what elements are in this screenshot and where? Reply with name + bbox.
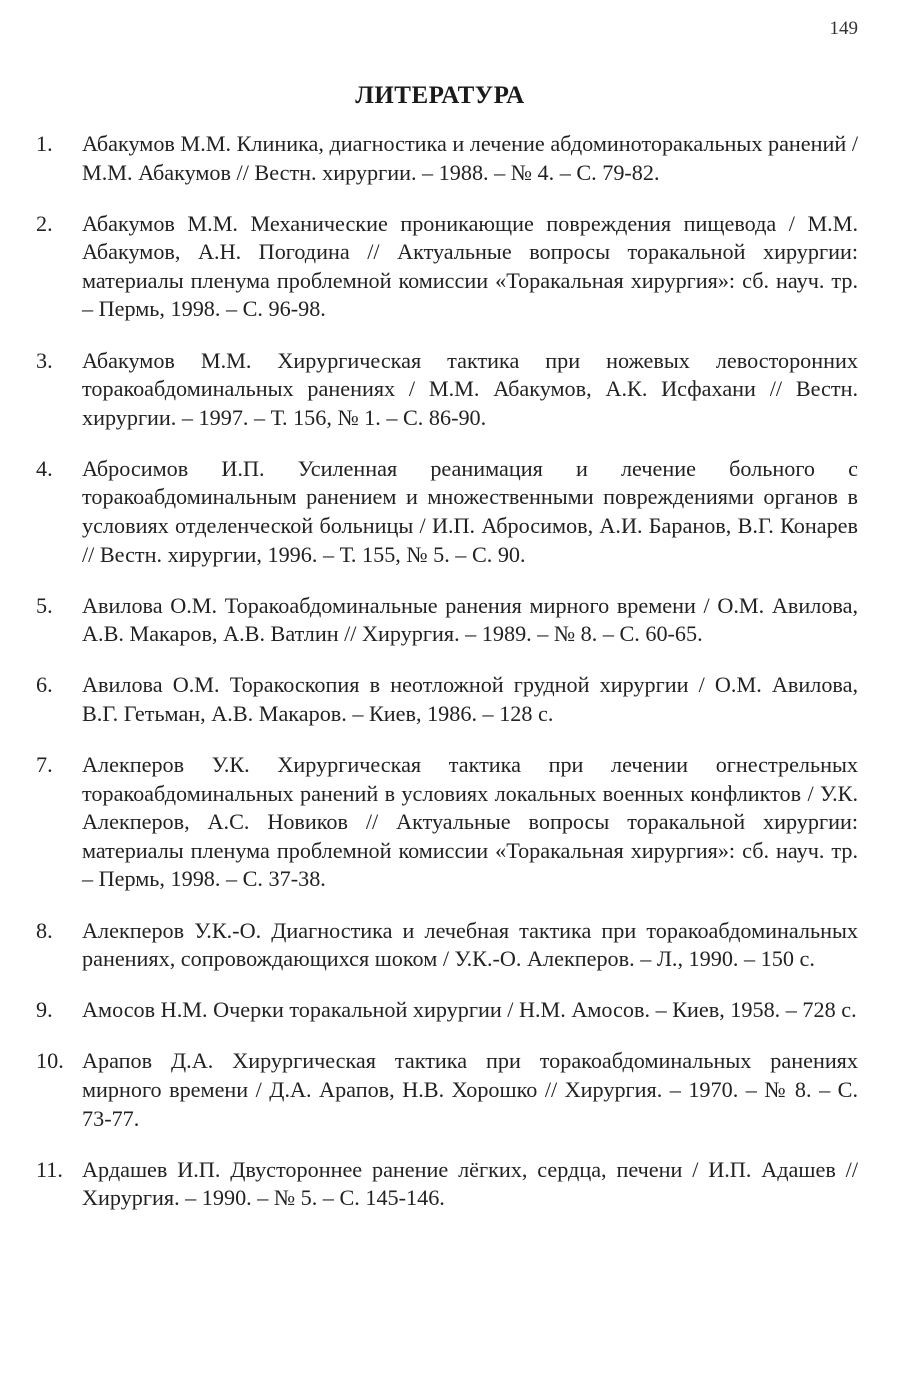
reference-item [36,671,858,728]
page-title: ЛИТЕРАТУРА [355,82,525,109]
reference-number: 1. [36,131,53,156]
reference-item [36,1156,858,1213]
reference-number: 7. [36,752,53,778]
reference-number: 4. [36,455,53,481]
reference-item [36,1047,858,1133]
reference-number: 9. [36,997,53,1023]
reference-list [36,130,858,1235]
reference-item [36,130,858,187]
reference-item [36,996,858,1025]
reference-number: 8. [36,917,53,943]
reference-number: 10. [36,1048,64,1074]
reference-number: 11. [36,1156,63,1182]
reference-text: Алекперов У.К. Хирургическая тактика при лечении огнестрельных торакоабдоминальных ранений в условиях локальных военных конфликтов / У.К. Алекперов, А.С. Новиков // Актуальные вопросы торакальной хирургии: материалы пленума проблемной комиссии «Торакальная хирургия»: сб. науч. тр. – Пермь, 1998. – С. 37-38. [82,752,858,892]
page-number: 149 [829,18,858,39]
reference-text: Ардашев И.П. Двустороннее ранение лёгких, сердца, печени / И.П. Адашев // Хирургия. – 1990. – № 5. – С. 145-146. [82,1156,858,1211]
reference-item [36,347,858,433]
reference-item [36,455,858,569]
reference-text: Авилова О.М. Торакоскопия в неотложной грудной хирургии / О.М. Авилова, В.Г. Гетьман, А.В. Макаров. – Киев, 1986. – 128 с. [82,672,858,726]
reference-number: 3. [36,347,53,373]
reference-text: Абакумов М.М. Хирургическая тактика при ножевых левосторонних торакоабдоминальных ранениях / М.М. Абакумов, А.К. Исфахани // Вестн. хирургии. – 1997. – Т. 156, № 1. – С. 86-90. [82,347,858,430]
reference-item [36,751,858,894]
reference-text: Арапов Д.А. Хирургическая тактика при торакоабдоминальных ранениях мирного времени / Д.А. Арапов, Н.В. Хорошко // Хирургия. – 1970. – № 8. – С. 73-77. [82,1048,858,1131]
reference-text: Абакумов М.М. Механические проникающие повреждения пищевода / М.М. Абакумов, А.Н. Погодина // Актуальные вопросы торакальной хирургии: материалы пленума проблемной комиссии «Торакальная хирургия»: сб. науч. тр. – Пермь, 1998. – С. 96-98. [82,210,858,322]
reference-item [36,210,858,324]
reference-text: Абакумов М.М. Клиника, диагностика и лечение абдоминоторакальных ранений / М.М. Абакумов // Вестн. хирургии. – 1988. – № 4. – С. 79-82. [82,131,858,185]
reference-text: Авилова О.М. Торакоабдоминальные ранения мирного времени / О.М. Авилова, А.В. Макаров, А.В. Ватлин // Хирургия. – 1989. – № 8. – С. 60-65. [82,592,858,647]
reference-text: Абросимов И.П. Усиленная реанимация и лечение больного с торакоабдоминальным ранением и множественными повреждениями органов в условиях отделенческой больницы / И.П. Абросимов, А.И. Баранов, В.Г. Конарев // Вестн. хирургии, 1996. – Т. 155, № 5. – С. 90. [82,455,858,567]
reference-text: Алекперов У.К.-О. Диагностика и лечебная тактика при торакоабдоминальных ранениях, сопровождающихся шоком / У.К.-О. Алекперов. – Л., 1990. – 150 с. [82,917,858,972]
reference-number: 2. [36,210,53,236]
reference-number: 6. [36,672,53,698]
reference-text: Амосов Н.М. Очерки торакальной хирургии / Н.М. Амосов. – Киев, 1958. – 728 с. [82,997,857,1023]
reference-item [36,592,858,649]
reference-item [36,917,858,974]
reference-number: 5. [36,592,53,618]
